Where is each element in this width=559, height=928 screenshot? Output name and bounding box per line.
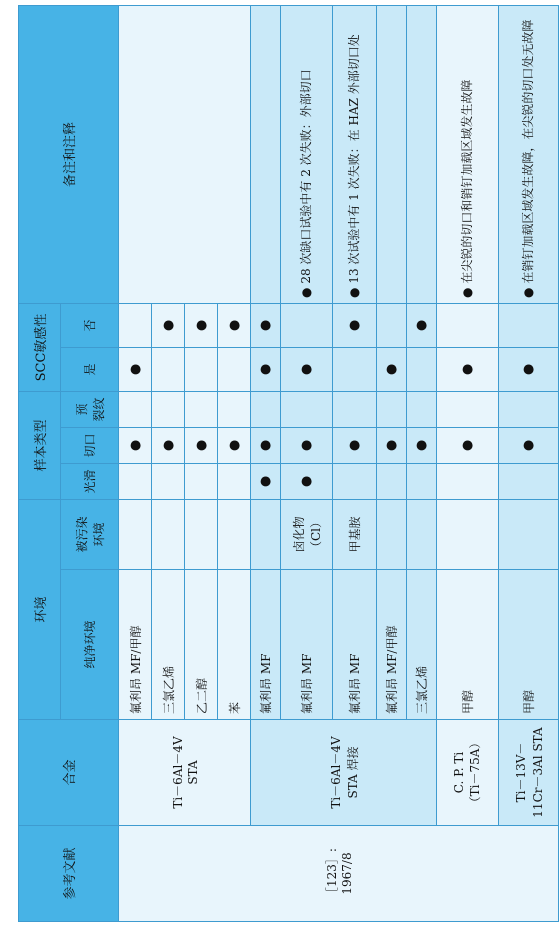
- reference-cell: ［123］: 1967/8: [119, 826, 559, 922]
- note-cell: [119, 5, 251, 303]
- contam-env-cell: [119, 499, 152, 569]
- scc-no-cell: [437, 303, 499, 347]
- pure-env-cell: 苯: [218, 570, 251, 720]
- scc-table: [18, 5, 559, 922]
- precrack-cell: [333, 391, 377, 427]
- pure-env-cell: 氟利昂 MF/甲醇: [377, 570, 407, 720]
- header-alloy: 合金: [19, 720, 119, 826]
- notch-cell: ●: [407, 427, 437, 463]
- alloy-cell: C. P. Ti （Ti－75A）: [437, 720, 499, 826]
- precrack-cell: [377, 391, 407, 427]
- contam-env-cell: [185, 499, 218, 569]
- header-notch: 切口: [61, 427, 119, 463]
- scc-yes-cell: ●: [377, 347, 407, 391]
- note-cell: ● 13 次试验中有 1 次失败：在 HAZ 外部切口处: [333, 5, 377, 303]
- smooth-cell: [377, 463, 407, 499]
- scc-no-cell: ●: [218, 303, 251, 347]
- notch-cell: ●: [333, 427, 377, 463]
- header-notes: 备注和注释: [19, 5, 119, 303]
- table-row: [251, 5, 281, 921]
- scc-yes-cell: [218, 347, 251, 391]
- table-row: [499, 5, 559, 921]
- header-environment: 环境: [19, 499, 61, 719]
- notch-cell: ●: [185, 427, 218, 463]
- contam-env-cell: [218, 499, 251, 569]
- scc-no-cell: ●: [185, 303, 218, 347]
- header-yes: 是: [61, 347, 119, 391]
- scc-yes-cell: [185, 347, 218, 391]
- smooth-cell: [437, 463, 499, 499]
- smooth-cell: [185, 463, 218, 499]
- scc-yes-cell: ●: [437, 347, 499, 391]
- scc-yes-cell: [407, 347, 437, 391]
- notch-cell: ●: [281, 427, 333, 463]
- scc-no-cell: [377, 303, 407, 347]
- header-no: 否: [61, 303, 119, 347]
- header-pure-env: 纯净环境: [61, 570, 119, 720]
- contam-env-cell: [377, 499, 407, 569]
- scc-yes-cell: ●: [251, 347, 281, 391]
- contam-env-cell: [152, 499, 185, 569]
- scc-yes-cell: ●: [281, 347, 333, 391]
- note-cell: ● 28 次缺口试验中有 2 次失败：外部切口: [281, 5, 333, 303]
- table-stage: [18, 6, 545, 922]
- precrack-cell: [437, 391, 499, 427]
- pure-env-cell: 氟利昂 MF/甲醇: [119, 570, 152, 720]
- header-specimen-type: 样本类型: [19, 391, 61, 499]
- smooth-cell: [499, 463, 559, 499]
- contam-env-cell: 卤化物 （Cl）: [281, 499, 333, 569]
- precrack-cell: [152, 391, 185, 427]
- scc-yes-cell: ●: [499, 347, 559, 391]
- precrack-cell: [407, 391, 437, 427]
- pure-env-cell: 甲醇: [499, 570, 559, 720]
- contam-env-cell: [499, 499, 559, 569]
- scc-no-cell: [499, 303, 559, 347]
- header-contam-env: 被污染 环境: [61, 499, 119, 569]
- pure-env-cell: 氟利昂 MF: [281, 570, 333, 720]
- alloy-cell: Ti－6Al－4V STA 焊接: [251, 720, 437, 826]
- contam-env-cell: [437, 499, 499, 569]
- header-smooth: 光滑: [61, 463, 119, 499]
- note-cell: [407, 5, 437, 303]
- smooth-cell: ●: [251, 463, 281, 499]
- contam-env-cell: [407, 499, 437, 569]
- rotated-table-wrapper: [18, 6, 545, 922]
- smooth-cell: ●: [281, 463, 333, 499]
- header-precrack: 预 裂纹: [61, 391, 119, 427]
- scc-no-cell: ●: [152, 303, 185, 347]
- precrack-cell: [185, 391, 218, 427]
- scc-yes-cell: [152, 347, 185, 391]
- header-row-1: [19, 5, 61, 921]
- alloy-cell: Ti－13V－ 11Cr－3Al STA: [499, 720, 559, 826]
- precrack-cell: [218, 391, 251, 427]
- pure-env-cell: 乙二醇: [185, 570, 218, 720]
- notch-cell: ●: [251, 427, 281, 463]
- contam-env-cell: 甲基胺: [333, 499, 377, 569]
- notch-cell: ●: [377, 427, 407, 463]
- scc-no-cell: ●: [333, 303, 377, 347]
- notch-cell: ●: [437, 427, 499, 463]
- contam-env-cell: [251, 499, 281, 569]
- pure-env-cell: 甲醇: [437, 570, 499, 720]
- pure-env-cell: 氟利昂 MF: [333, 570, 377, 720]
- note-cell: ● 在尖锐的切口和销钉加载区域发生故障: [437, 5, 499, 303]
- notch-cell: ●: [499, 427, 559, 463]
- note-cell: [251, 5, 281, 303]
- smooth-cell: [119, 463, 152, 499]
- precrack-cell: [119, 391, 152, 427]
- table-row: [119, 5, 152, 921]
- precrack-cell: [251, 391, 281, 427]
- scc-no-cell: ●: [251, 303, 281, 347]
- notch-cell: ●: [218, 427, 251, 463]
- header-reference: 参考文献: [19, 826, 119, 922]
- precrack-cell: [499, 391, 559, 427]
- alloy-cell: Ti－6Al－4V STA: [119, 720, 251, 826]
- pure-env-cell: 三氯乙烯: [152, 570, 185, 720]
- pure-env-cell: 三氯乙烯: [407, 570, 437, 720]
- scc-yes-cell: ●: [119, 347, 152, 391]
- note-cell: ● 在销钉加载区域发生故障，在尖锐的切口处无故障: [499, 5, 559, 303]
- header-scc: SCC敏感性: [19, 303, 61, 391]
- smooth-cell: [218, 463, 251, 499]
- notch-cell: ●: [152, 427, 185, 463]
- precrack-cell: [281, 391, 333, 427]
- scc-no-cell: [281, 303, 333, 347]
- smooth-cell: [333, 463, 377, 499]
- note-cell: [377, 5, 407, 303]
- pure-env-cell: 氟利昂 MF: [251, 570, 281, 720]
- scc-yes-cell: [333, 347, 377, 391]
- table-row: [437, 5, 499, 921]
- smooth-cell: [152, 463, 185, 499]
- scc-no-cell: ●: [407, 303, 437, 347]
- scc-no-cell: [119, 303, 152, 347]
- notch-cell: ●: [119, 427, 152, 463]
- smooth-cell: [407, 463, 437, 499]
